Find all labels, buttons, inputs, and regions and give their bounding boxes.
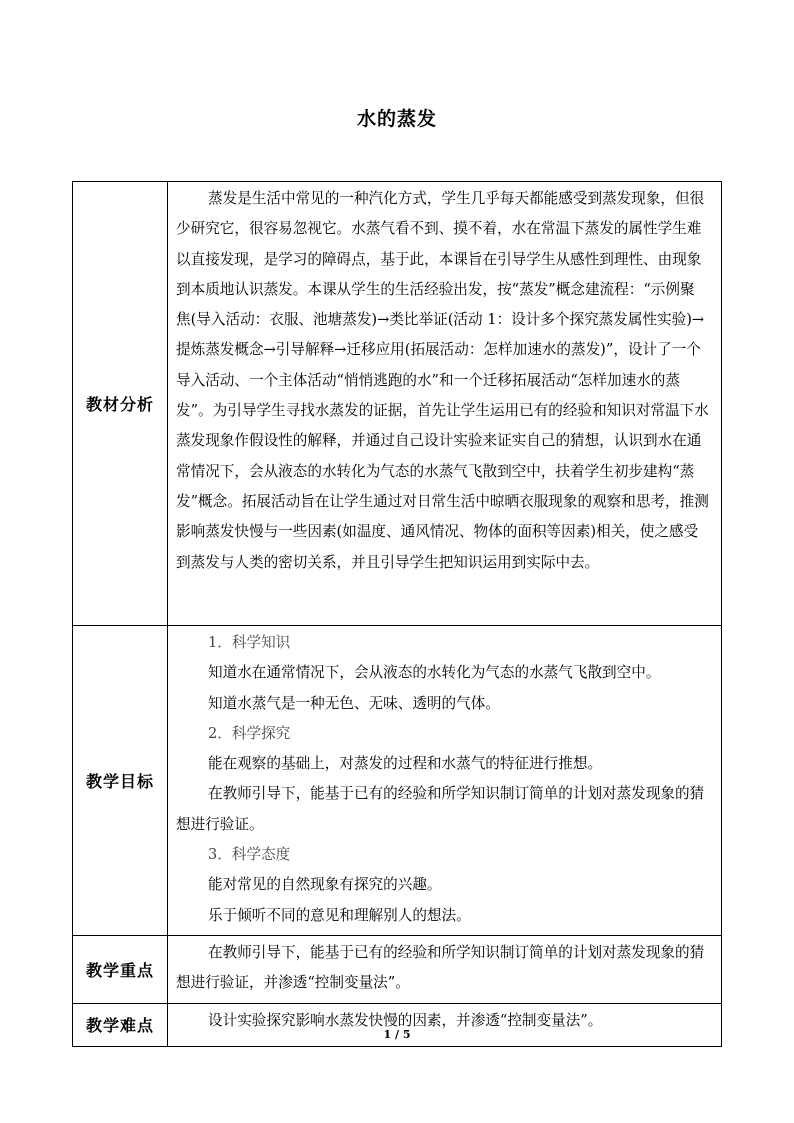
- goal-line: 知道水在通常情况下，会从液态的水转化为气态的水蒸气飞散到空中。: [208, 664, 661, 682]
- row-label-key-points: 教学重点: [73, 935, 168, 1003]
- goal-line: 能在观察的基础上，对蒸发的过程和水蒸气的特征进行推想。: [208, 755, 603, 773]
- key-points-text: 在教师引导下，能基于已有的经验和所学知识制订简单的计划对蒸发现象的猜想进行验证，并渗透“控制变量法”。: [176, 943, 705, 992]
- row-label-difficulties: 教学难点: [73, 1003, 168, 1046]
- goal-heading-inquiry: 2．科学探究: [208, 724, 291, 742]
- goal-line: 知道水蒸气是一种无色、无味、透明的气体。: [208, 694, 500, 712]
- goal-heading-attitude: 3．科学态度: [208, 846, 291, 864]
- row-label-analysis: 教材分析: [73, 182, 168, 626]
- analysis-cell: [168, 182, 722, 626]
- table-row-analysis: [73, 182, 722, 626]
- goal-line: 在教师引导下，能基于已有的经验和所学知识制订简单的计划对蒸发现象的猜想进行验证。: [176, 785, 705, 833]
- goals-cell: [168, 626, 722, 936]
- goal-heading-knowledge: 1．科学知识: [208, 634, 291, 651]
- key-points-cell: [168, 935, 722, 1003]
- difficulties-text: 设计实验探究影响水蒸发快慢的因素，并渗透“控制变量法”。: [208, 1011, 603, 1029]
- goal-line: 能对常见的自然现象有探究的兴趣。: [208, 876, 442, 894]
- document-title: 水的蒸发: [356, 108, 437, 130]
- page-number: 1 / 5: [383, 1028, 411, 1041]
- analysis-text: 蒸发是生活中常见的一种汽化方式，学生几乎每天都能感受到蒸发现象，但很少研究它，很容易忽视它。水蒸气看不到、摸不着，水在常温下蒸发的属性学生难以直接发现，是学习的障碍点，基于此，本课旨在引导学生从感性到理性、由现象到本质地认识蒸发。本课从学生的生活经验出发，按“蒸发”概念建流程：“示例聚焦(导入活动：衣服、池塘蒸发)→类比举证(活动 1：设计多个探究蒸发属性实验)→提炼蒸发概念→引导解释→迁移应用(拓展活动：怎样加速水的蒸发)”，设计了一个导入活动、一个主体活动“悄悄逃跑的水”和一个迁移拓展活动“怎样加速水的蒸发”。为引导学生寻找水蒸发的证据，首先让学生运用已有的经验和知识对常温下水蒸发现象作假设性的解释，并通过自己设计实验来证实自己的猜想，认识到水在通常情况下，会从液态的水转化为气态的水蒸气飞散到空中，扶着学生初步建构“蒸发”概念。拓展活动旨在让学生通过对日常生活中晾晒衣服现象的观察和思考，推测影响蒸发快慢与一些因素(如温度、通风情况、物体的面积等因素)相关，使之感受到蒸发与人类的密切关系，并且引导学生把知识运用到实际中去。: [176, 190, 709, 571]
- lesson-plan-table: [72, 181, 722, 1047]
- table-row-goals: [73, 626, 722, 936]
- goal-line: 乐于倾听不同的意见和理解别人的想法。: [208, 906, 471, 924]
- row-label-goals: 教学目标: [73, 626, 168, 936]
- table-row-key-points: [73, 935, 722, 1003]
